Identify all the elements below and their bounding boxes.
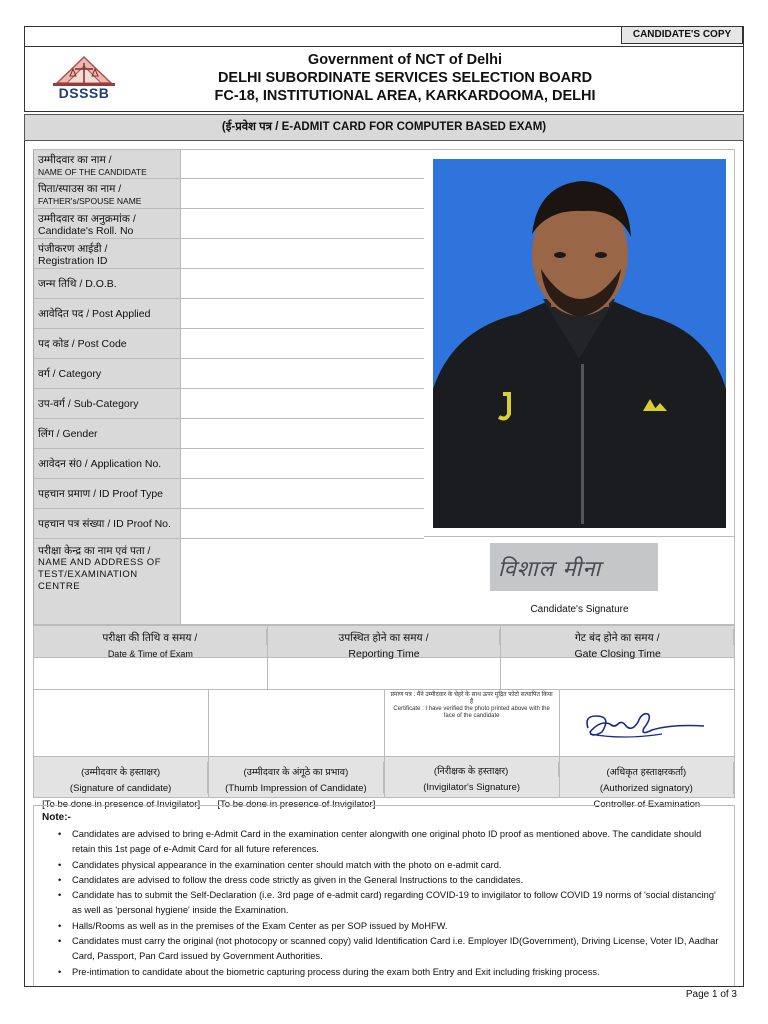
exam-timing-headers: [33, 625, 735, 658]
value-cell: [180, 479, 424, 508]
value-cell: [180, 239, 424, 268]
detail-row-exam-centre: [34, 539, 424, 625]
detail-row-name: [34, 149, 424, 179]
dsssb-logo: [43, 53, 125, 101]
header-hi: परीक्षा की तिथि व समय /: [34, 629, 267, 645]
candidates-copy-tag: CANDIDATE'S COPY: [621, 26, 743, 44]
note-item: • Candidates must carry the original (not photocopy or scanned copy) valid Identification Card i.e. Employer ID(Government), Driving License, Voter ID, Aadhar Card, Passport, Pan Card issued by Government Authorities.: [42, 934, 726, 965]
label-en: (Invigilator's Signature): [423, 782, 521, 793]
detail-row-post-code: [34, 329, 424, 359]
detail-row-gender: [34, 419, 424, 449]
exam-timing-table: [33, 625, 735, 690]
value-cell: [180, 449, 424, 478]
detail-row-post: [34, 299, 424, 329]
invigilator-cell: [385, 690, 560, 756]
footer-line: [24, 986, 744, 1002]
notes-section: [33, 805, 735, 987]
detail-row-dob: [34, 269, 424, 299]
label: वर्ग / Category: [34, 359, 180, 388]
signatures-table: [33, 690, 735, 810]
label-hi: उम्मीदवार का नाम /: [38, 154, 112, 166]
value-cell: [180, 150, 424, 178]
detail-row-roll: [34, 209, 424, 239]
note-item: • Candidates are advised to bring e-Admit Card in the examination center alongwith one original photo ID proof as mentioned above. The candidate should retain this 1st page of e-Admit Card for all future references.: [42, 827, 726, 858]
label-note: Controller of Examination: [593, 799, 701, 810]
candidate-sign-cell: [34, 690, 209, 756]
detail-row-id-type: [34, 479, 424, 509]
label-hi: पंजीकरण आईडी /: [38, 243, 108, 255]
label: आवेदन सं0 / Application No.: [34, 449, 180, 478]
header-hi: उपस्थित होने का समय /: [268, 629, 501, 645]
label-invigilator: [385, 757, 560, 797]
note-item: • Pre-intimation to candidate about the biometric capturing process during the exam both Entry and Exit including frisking process.: [42, 965, 726, 980]
detail-row-registration: [34, 239, 424, 269]
header-en: Gate Closing Time: [574, 648, 661, 660]
header-gate-closing: [501, 626, 734, 660]
label-hi: (उम्मीदवार के हस्ताक्षर): [34, 762, 208, 778]
emblem-icon: [43, 53, 125, 87]
label-en: (Signature of candidate): [34, 778, 208, 794]
label-hi: उम्मीदवार का अनुक्रमांक /: [38, 213, 136, 225]
certificate-en: Certificate : I have verified the photo printed above with the face of the candidate: [393, 706, 550, 719]
header: [24, 46, 744, 112]
label-hi: पिता/स्पाउस का नाम /: [38, 183, 122, 195]
notes-title: Note:-: [42, 812, 71, 823]
label-en: (Thumb Impression of Candidate): [209, 778, 383, 794]
header-date-time: [34, 626, 268, 657]
label-en: (Authorized signatory): [560, 778, 734, 794]
note-item: • Candidates are advised to follow the dress code strictly as given in the General Instructions to the candidates.: [42, 873, 726, 888]
page-number: Page 1 of 3: [685, 989, 737, 1000]
header-en: Date & Time of Exam: [107, 649, 193, 659]
label: पद कोड / Post Code: [34, 329, 180, 358]
label-hi: परीक्षा केन्द्र का नाम एवं पता /: [38, 545, 151, 557]
label-candidate-signature: [34, 757, 209, 810]
note-item: • Candidate has to submit the Self-Declaration (i.e. 3rd page of e-admit card) regarding COVID-19 to invigilator to follow COVID 19 norms of 'social distancing' as well as 'personal hygiene' inside the Examination.: [42, 888, 726, 919]
value-cell: [180, 539, 424, 624]
label: लिंग / Gender: [34, 419, 180, 448]
candidate-signature-box: [424, 537, 735, 625]
value-cell: [180, 209, 424, 238]
candidate-details-table: [33, 149, 424, 625]
label-note: [To be done in presence of Invigilator]: [42, 799, 201, 810]
label: उप-वर्ग / Sub-Category: [34, 389, 180, 418]
header-reporting: [268, 626, 502, 660]
label-hi: (निरीक्षक के हस्ताक्षर): [385, 762, 559, 777]
note-item: • Candidates physical appearance in the examination center should match with the photo on e-admit card.: [42, 858, 726, 873]
signature-caption: Candidate's Signature: [530, 604, 629, 615]
notes-list: [42, 827, 726, 980]
value-cell: [180, 329, 424, 358]
detail-row-id-number: [34, 509, 424, 539]
value-date-time: [34, 658, 268, 689]
label-en: NAME OF THE CANDIDATE: [38, 167, 147, 177]
certificate-text: [391, 692, 553, 720]
value-cell: [180, 359, 424, 388]
detail-row-father: [34, 179, 424, 209]
label-thumb-impression: [209, 757, 384, 810]
header-board: DELHI SUBORDINATE SERVICES SELECTION BOARD: [217, 70, 593, 86]
label-en: Registration ID: [38, 255, 108, 267]
exam-timing-values: [33, 658, 735, 690]
value-gate-closing: [501, 658, 734, 689]
value-cell: [180, 419, 424, 448]
label: जन्म तिथि / D.O.B.: [34, 269, 180, 298]
header-hi: गेट बंद होने का समय /: [501, 629, 734, 645]
value-cell: [180, 269, 424, 298]
thumb-impression-cell: [209, 690, 384, 756]
header-title-block: [145, 51, 665, 105]
label-hi: (उम्मीदवार के अंगूठे का प्रभाव): [209, 762, 383, 778]
authorized-signature-icon: [582, 706, 712, 742]
signature-text: विशाल मीना: [498, 557, 602, 582]
value-cell: [180, 179, 424, 208]
photo-frame: [424, 149, 735, 537]
logo-text: DSSSB: [58, 85, 110, 101]
label: पहचान पत्र संख्या / ID Proof No.: [34, 509, 180, 538]
detail-row-application: [34, 449, 424, 479]
label-authorized: [560, 757, 734, 810]
signature-labels: [33, 757, 735, 810]
detail-row-subcategory: [34, 389, 424, 419]
value-cell: [180, 509, 424, 538]
label-hi: (अधिकृत हस्ताक्षरकर्ता): [560, 762, 734, 778]
label: पहचान प्रमाण / ID Proof Type: [34, 479, 180, 508]
candidate-photo-icon: [433, 159, 726, 528]
label-en: NAME AND ADDRESS OF TEST/EXAMINATION CENTRE: [38, 557, 161, 592]
detail-row-category: [34, 359, 424, 389]
header-govt: Government of NCT of Delhi: [307, 52, 503, 68]
signature-cells: [33, 690, 735, 757]
value-reporting: [268, 658, 502, 689]
candidate-signature-image: [490, 543, 658, 591]
label-en: Candidate's Roll. No: [38, 225, 134, 237]
label-en: FATHER's/SPOUSE NAME: [38, 196, 142, 206]
value-cell: [180, 389, 424, 418]
label: आवेदित पद / Post Applied: [34, 299, 180, 328]
note-item: • Halls/Rooms as well as in the premises of the Exam Center as per SOP issued by MoHFW.: [42, 919, 726, 934]
header-address: FC-18, INSTITUTIONAL AREA, KARKARDOOMA, DELHI: [214, 88, 596, 104]
label-note: [To be done in presence of Invigilator]: [217, 799, 376, 810]
certificate-hi: प्रमाण पत्र : मैंने उम्मीदवार के चेहरे के साथ ऊपर मुद्रित फोटो सत्यापित किया है: [390, 692, 553, 705]
admit-card-title: (ई-प्रवेश पत्र / E-ADMIT CARD FOR COMPUTER BASED EXAM): [24, 114, 744, 141]
header-en: Reporting Time: [348, 648, 420, 660]
candidate-photo: [433, 159, 726, 528]
authorized-sign-cell: [560, 690, 734, 756]
value-cell: [180, 299, 424, 328]
